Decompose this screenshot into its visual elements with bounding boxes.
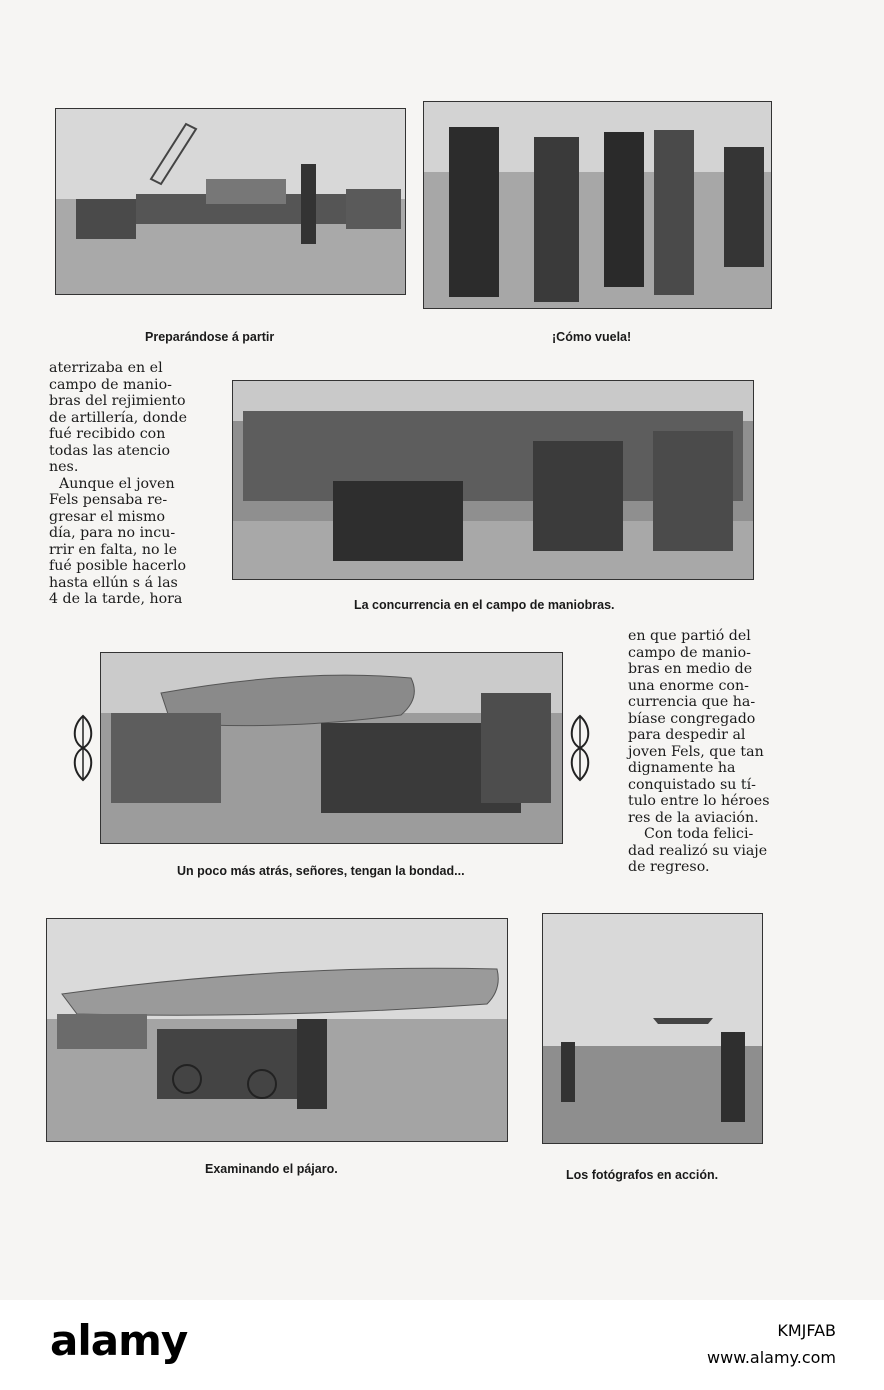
text-line: todas las atencio xyxy=(49,442,171,459)
text-line: bíase congregado xyxy=(628,710,756,727)
text-line: campo de manio- xyxy=(628,644,751,661)
caption-examining: Examinando el pájaro. xyxy=(205,1162,338,1176)
photo-officers-scene xyxy=(424,102,771,308)
brand-logo[interactable]: alamy xyxy=(50,1316,188,1365)
site-url[interactable]: www.alamy.com xyxy=(707,1348,836,1367)
text-line: rrir en falta, no le xyxy=(49,541,177,558)
text-line: día, para no incu- xyxy=(49,525,176,541)
photo-step-back xyxy=(100,652,563,844)
text-line: currencia que ha- xyxy=(628,694,756,710)
photo-photographers xyxy=(542,913,763,1144)
text-line: res de la aviación. xyxy=(628,809,759,826)
caption-photographers: Los fotógrafos en acción. xyxy=(566,1168,719,1182)
text-line: para despedir al xyxy=(628,727,746,743)
text-line: Con toda felici- xyxy=(644,826,754,842)
text-line: bras en medio de xyxy=(628,661,753,677)
text-line: nes. xyxy=(49,459,79,475)
photo-monoplane-crowd-scene xyxy=(101,653,562,843)
photo-monoplane-scene xyxy=(47,919,507,1141)
text-line: dad realizó su viaje xyxy=(628,842,768,859)
text-line: de artillería, donde xyxy=(49,409,187,426)
text-line: Aunque el joven xyxy=(59,475,175,492)
text-line: fué recibido con xyxy=(49,426,166,442)
photo-preparing-scene xyxy=(56,109,405,294)
caption-preparing: Preparándose á partir xyxy=(145,330,275,344)
text-line: tulo entre lo héroes xyxy=(628,793,770,809)
text-column-right xyxy=(628,628,780,876)
stock-image-id: KMJFAB xyxy=(777,1321,836,1340)
photo-examining-bird xyxy=(46,918,508,1142)
caption-step-back: Un poco más atrás, señores, tengan la bondad... xyxy=(177,864,465,878)
text-line: fué posible hacerlo xyxy=(49,558,187,574)
text-column-left xyxy=(49,360,197,608)
photo-preparing-departure xyxy=(55,108,406,295)
text-line: joven Fels, que tan xyxy=(628,743,764,760)
text-line: bras del rejimiento xyxy=(49,393,186,409)
caption-how-it-flies: ¡Cómo vuela! xyxy=(552,330,632,344)
text-line: de regreso. xyxy=(628,859,710,875)
ornament-right-icon xyxy=(567,712,593,784)
ornament-left-icon xyxy=(70,712,96,784)
text-line: 4 de la tarde, hora xyxy=(49,591,183,607)
photo-crowd-scene xyxy=(233,381,753,579)
text-line: conquistado su tí- xyxy=(628,776,756,793)
text-line: aterrizaba en el xyxy=(49,360,163,376)
text-line: hasta ellún s á las xyxy=(49,574,178,591)
caption-crowd: La concurrencia en el campo de maniobras. xyxy=(354,598,615,612)
text-line: campo de manio- xyxy=(49,376,172,393)
text-line: gresar el mismo xyxy=(49,508,166,525)
photo-crowd-field xyxy=(232,380,754,580)
text-line: una enorme con- xyxy=(628,677,749,694)
text-line: en que partió del xyxy=(628,628,751,644)
photo-photographers-scene xyxy=(543,914,762,1143)
text-line: dignamente ha xyxy=(628,760,736,776)
text-line: Fels pensaba re- xyxy=(49,492,168,508)
photo-how-it-flies xyxy=(423,101,772,309)
